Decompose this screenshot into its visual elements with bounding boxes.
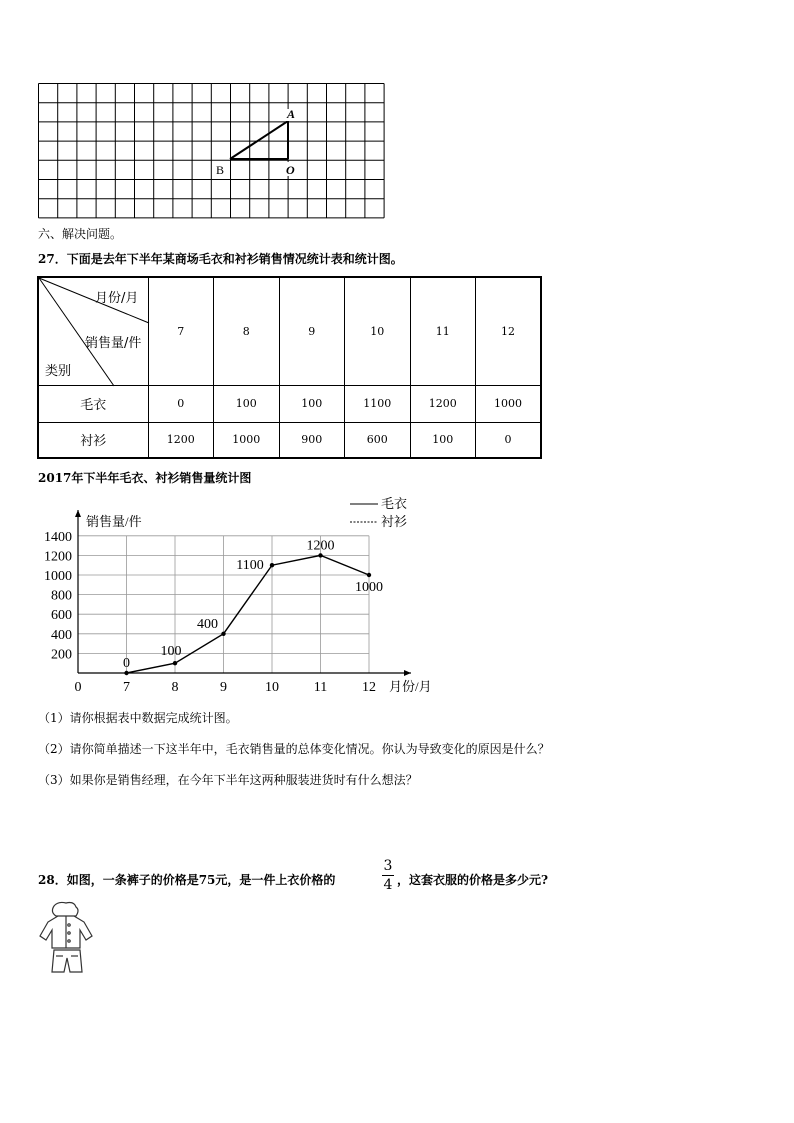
data-label: 1100 xyxy=(236,558,264,574)
header-month-label: 月份/月 xyxy=(95,291,139,306)
table-cell: 100 xyxy=(279,385,345,422)
month-cell: 7 xyxy=(148,277,214,385)
section-title: 六、解决问题。 xyxy=(38,227,123,241)
table-cell: 1200 xyxy=(410,385,476,422)
data-label: 1200 xyxy=(306,538,335,554)
y-tick-label: 1000 xyxy=(44,569,72,584)
fraction-three-quarters xyxy=(382,859,394,892)
y-tick-label: 800 xyxy=(51,588,72,604)
grid-figure xyxy=(38,83,384,218)
data-label: 100 xyxy=(160,644,182,660)
table-header-row xyxy=(38,277,541,385)
data-point xyxy=(367,573,371,577)
sub-question-1: （1）请你根据表中数据完成统计图。 xyxy=(38,711,238,725)
data-point xyxy=(221,632,225,636)
y-axis-label: 销售量/件 xyxy=(86,514,142,529)
table-cell: 1100 xyxy=(345,385,411,422)
table-cell: 1200 xyxy=(148,422,214,458)
y-tick-label: 1400 xyxy=(44,529,72,545)
q27-text: 27．下面是去年下半年某商场毛衣和衬衫销售情况统计表和统计图。 xyxy=(38,252,403,266)
header-category-label: 类别 xyxy=(45,364,72,379)
sales-table xyxy=(37,276,542,459)
fraction-numerator: 3 xyxy=(383,858,393,874)
table-cell: 600 xyxy=(345,422,411,458)
y-tick-label: 600 xyxy=(51,608,72,624)
table-cell: 0 xyxy=(148,385,214,422)
table-cell: 100 xyxy=(214,385,280,422)
point-o-label: O xyxy=(286,163,295,177)
row-label: 毛衣 xyxy=(38,385,148,422)
x-axis-arrow xyxy=(404,670,411,676)
month-cell: 9 xyxy=(279,277,345,385)
sub-question-3: （3）如果你是销售经理，在今年下半年这两种服装进货时有什么想法？ xyxy=(38,773,418,787)
data-point xyxy=(318,553,322,557)
point-a-label: A xyxy=(287,107,296,121)
table-cell: 0 xyxy=(476,422,542,458)
y-tick-label: 200 xyxy=(51,647,72,663)
data-label: 400 xyxy=(197,616,218,632)
x-tick-label: 7 xyxy=(123,680,130,695)
fraction-denominator: 4 xyxy=(383,877,393,893)
legend-label-sweater: 毛衣 xyxy=(381,496,408,511)
table-cell: 900 xyxy=(279,422,345,458)
table-cell: 100 xyxy=(410,422,476,458)
data-label: 1000 xyxy=(355,580,383,595)
y-axis-arrow xyxy=(75,510,81,517)
month-cell: 11 xyxy=(410,277,476,385)
q28-text-before: 28．如图，一条裤子的价格是75元，是一件上衣价格的 xyxy=(38,873,336,887)
y-tick-label: 400 xyxy=(51,627,72,643)
data-label: 0 xyxy=(123,656,130,671)
legend-label-shirt: 衬衫 xyxy=(381,514,408,529)
x-tick-label: 0 xyxy=(74,680,82,695)
data-point xyxy=(270,563,274,567)
chart-title: 2017年下半年毛衣、衬衫销售量统计图 xyxy=(38,471,252,485)
sales-line-chart xyxy=(44,492,460,700)
table-cell: 1000 xyxy=(214,422,280,458)
header-sales-label: 销售量/件 xyxy=(85,336,142,351)
table-diagonal-header xyxy=(38,277,148,385)
table-row xyxy=(38,422,541,458)
x-tick-label: 9 xyxy=(220,680,227,695)
q28-text-after: ，这套衣服的价格是多少元? xyxy=(397,873,549,887)
sub-question-2: （2）请你简单描述一下这半年中，毛衣销售量的总体变化情况。你认为导致变化的原因是什么？ xyxy=(38,742,550,756)
table-row xyxy=(38,385,541,422)
month-cell: 8 xyxy=(214,277,280,385)
x-tick-label: 11 xyxy=(313,680,328,695)
grid-lines xyxy=(39,84,385,218)
row-label: 衬衫 xyxy=(38,422,148,458)
x-tick-label: 8 xyxy=(171,680,179,695)
x-tick-label: 10 xyxy=(265,680,279,695)
month-cell: 12 xyxy=(476,277,542,385)
month-cell: 10 xyxy=(345,277,411,385)
x-tick-label: 12 xyxy=(362,680,376,695)
segment-ab xyxy=(230,121,288,159)
point-b-label: B xyxy=(216,163,225,177)
data-point xyxy=(124,671,128,675)
clothes-illustration xyxy=(36,900,98,978)
x-axis-label: 月份/月 xyxy=(389,679,432,694)
y-tick-label: 1200 xyxy=(44,549,72,565)
table-cell: 1000 xyxy=(476,385,542,422)
data-point xyxy=(173,661,177,665)
